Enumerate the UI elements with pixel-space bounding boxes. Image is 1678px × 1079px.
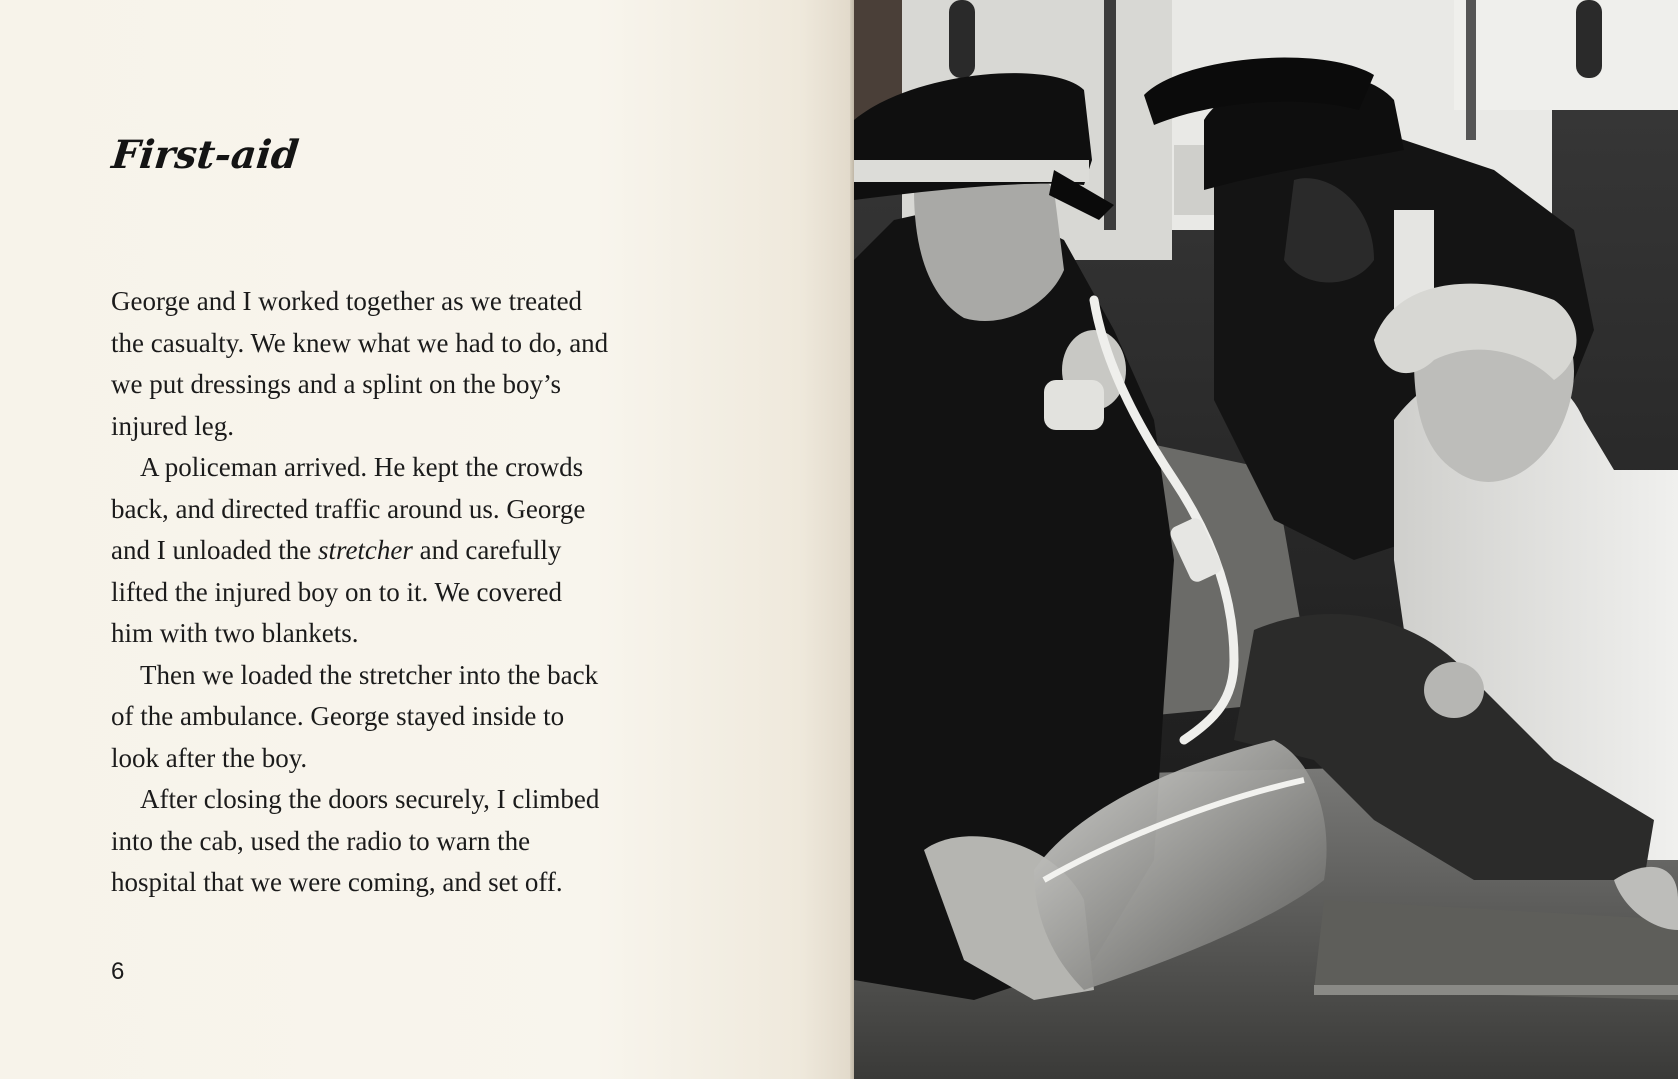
italic-word: stretcher [317,535,413,565]
text-line: into the cab, used the radio to warn the [111,825,531,856]
text-line: A policeman arrived. He kept the crowds [140,452,584,482]
ambulance-door-right [1454,0,1678,110]
right-page [854,0,1678,1079]
text-line: of the ambulance. George stayed inside to [111,701,565,731]
text-line: him with two blankets. [111,618,359,648]
text-line [111,530,721,572]
body-text [111,281,721,904]
chapter-title: First-aid [109,132,301,178]
text-line: George and I worked together as we treated [111,286,583,316]
door-frame [1466,0,1476,140]
door-handle [949,0,975,78]
text-line: After closing the doors securely, I climbed [140,784,600,814]
text-line: lifted the injured boy on to it. We covered [111,576,562,607]
stretcher-pole [1314,985,1678,995]
text-line: injured leg. [111,410,234,441]
text-fragment: and carefully [412,535,562,565]
boy-hand [1424,662,1484,718]
text-line: hospital that we were coming, and set off. [111,867,563,897]
first-aid-photo [854,0,1678,1079]
text-line: back, and directed traffic around us. George [111,493,586,524]
page-number: 6 [111,958,125,985]
door-handle [1576,0,1602,78]
shirt-cuff [1044,380,1104,430]
text-line: we put dressings and a splint on the boy’s [111,369,561,399]
door-frame [1104,0,1116,230]
text-line: look after the boy. [111,742,308,773]
text-fragment: and I unloaded the [111,535,318,565]
text-line: Then we loaded the stretcher into the back [140,659,599,690]
text-line: the casualty. We knew what we had to do, and [111,327,609,358]
